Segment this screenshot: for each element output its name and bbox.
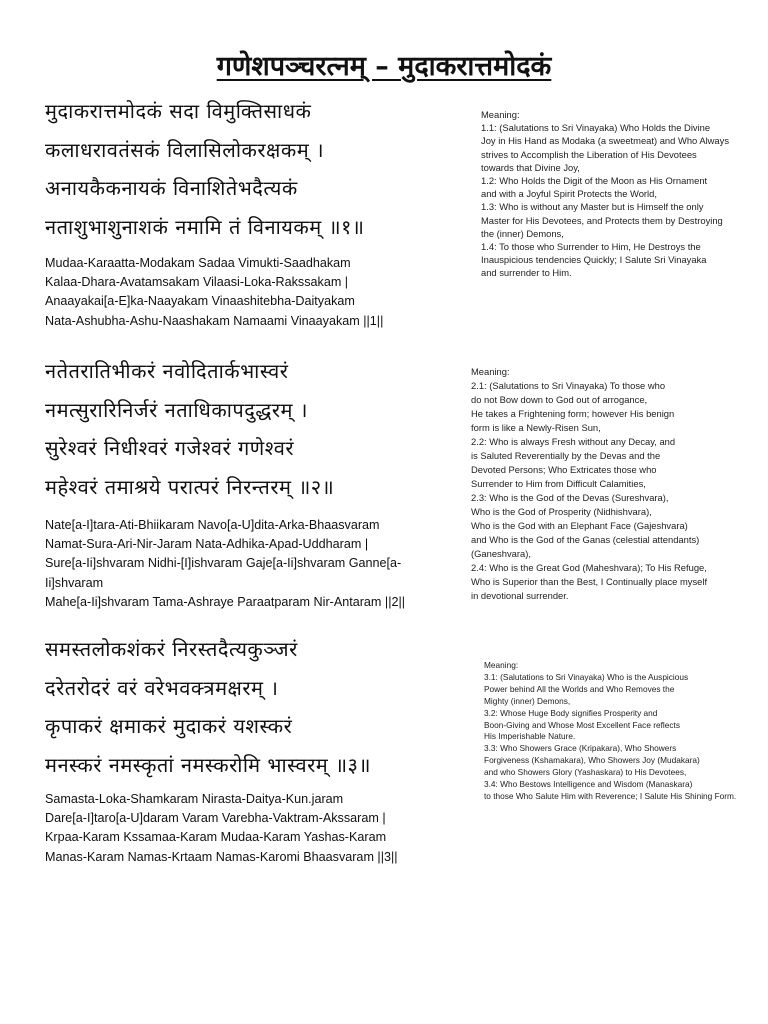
meaning-line: 1.4: To those who Surrender to Him, He Destroys the [481,241,701,253]
transliteration-line: Namat-Sura-Ari-Nir-Jaram Nata-Adhika-Apad-Uddharam | [45,537,369,552]
verse-3 [45,630,465,867]
verse-3-devanagari [45,630,465,784]
verse-3-transliteration [45,790,465,867]
transliteration-line: Sure[a-Ii]shvaram Nidhi-[I]ishvaram Gaje[a-Ii]shvaram Ganne[a-Ii]shvaram [45,556,402,590]
meaning-line: 2.1: (Salutations to Sri Vinayaka) To those who [471,380,666,391]
verse-1-transliteration [45,254,465,331]
devanagari-line: दरेतरोदरं वरं वरेभवक्त्रमक्षरम् । [45,675,279,700]
meaning-line: 1.2: Who Holds the Digit of the Moon as His Ornament [481,175,708,187]
meaning-line: in devotional surrender. [471,590,569,601]
verse-1-devanagari [45,92,465,246]
transliteration-line: Nate[a-I]tara-Ati-Bhiikaram Navo[a-U]dita-Arka-Bhaasvaram [45,518,380,532]
meaning-line: 3.3: Who Showers Grace (Kripakara), Who Showers [484,743,677,754]
verse-1 [45,92,465,331]
meaning-line: Master for His Devotees, and Protects them by Destroying [481,214,723,226]
meaning-line: 1.1: (Salutations to Sri Vinayaka) Who Holds the Divine [481,122,711,134]
meaning-line: 2.4: Who is the Great God (Maheshvara); To His Refuge, [471,562,707,573]
meaning-line: 1.3: Who is without any Master but is Himself the only [481,201,704,213]
devanagari-line: कलाधरावतंसकं विलासिलोकरक्षकम् । [45,137,325,162]
meaning-line: 3.1: (Salutations to Sri Vinayaka) Who is the Auspicious [484,671,689,682]
transliteration-line: Dare[a-I]taro[a-U]daram Varam Varebha-Vaktram-Akssaram | [45,811,386,826]
meaning-line: Mighty (inner) Demons, [484,695,571,706]
verse-2-transliteration [45,516,465,612]
devanagari-line: अनायकैकनायकं विनाशितेभदैत्यकं [45,176,298,200]
transliteration-line: Manas-Karam Namas-Krtaam Namas-Karomi Bhaasvaram ||3|| [45,849,398,864]
meaning-line: towards that Divine Joy, [481,161,580,173]
meaning-line: 2.3: Who is the God of the Devas (Sureshvara), [471,492,669,503]
verse-3-meaning [484,660,736,803]
meaning-heading: Meaning: [481,109,520,120]
devanagari-line: समस्तलोकशंकरं निरस्तदैत्यकुञ्जरं [45,637,298,661]
transliteration-line: Mudaa-Karaatta-Modakam Sadaa Vimukti-Saadhakam [45,256,351,270]
devanagari-line: नमत्सुरारिनिर्जरं नताधिकापदुद्धरम् । [45,397,308,422]
meaning-line: do not Bow down to God out of arrogance, [471,394,648,405]
meaning-line: Forgiveness (Kshamakara), Who Showers Joy (Mudakara) [484,755,700,766]
devanagari-line: सुरेश्वरं निधीश्वरं गजेश्वरं गणेश्वरं [45,436,295,460]
meaning-line: the (inner) Demons, [481,227,564,239]
meaning-line: form is like a Newly-Risen Sun, [471,422,601,433]
transliteration-line: Samasta-Loka-Shamkaram Nirasta-Daitya-Kun.jaram [45,792,344,806]
meaning-line: Surrender to Him from Difficult Calamities, [471,478,646,489]
meaning-line: and with a Joyful Spirit Protects the World, [481,188,657,200]
meaning-line: Devoted Persons; Who Extricates those who [471,464,657,475]
meaning-line: is Saluted Reverentially by the Devas and the [471,450,661,461]
devanagari-line: मनस्करं नमस्कृतां नमस्करोमि भास्वरम् ॥३॥ [45,752,371,777]
meaning-line: Who is the God of Prosperity (Nidhishvara), [471,506,652,517]
meaning-heading: Meaning: [484,660,519,670]
devanagari-line: महेश्वरं तमाश्रये परात्परं निरन्तरम् ॥२॥ [45,474,335,499]
meaning-line: 3.2: Whose Huge Body signifies Prosperity and [484,707,658,718]
meaning-line: Who is the God with an Elephant Face (Gajeshvara) [471,520,688,531]
page-title: गणेशपञ्चरत्नम् – मुदाकरात्तमोदकं [216,51,552,82]
meaning-line: and Who is the God of the Ganas (celestial attendants) [471,534,700,545]
transliteration-line: Mahe[a-Ii]shvaram Tama-Ashraye Paraatparam Nir-Antaram ||2|| [45,594,406,609]
verse-1-meaning [481,108,729,280]
devanagari-line: नताशुभाशुनाशकं नमामि तं विनायकम् ॥१॥ [45,214,365,239]
meaning-line: Boon-Giving and Whose Most Excellent Face reflects [484,719,680,730]
transliteration-line: Kalaa-Dhara-Avatamsakam Vilaasi-Loka-Rakssakam | [45,275,349,290]
meaning-line: Who is Superior than the Best, I Continually place myself [471,576,708,587]
meaning-line: strives to Accomplish the Liberation of His Devotees [481,148,697,160]
meaning-line: 2.2: Who is always Fresh without any Decay, and [471,436,676,447]
meaning-line: to those Who Salute Him with Reverence; I Salute His Shining Form. [484,790,737,801]
meaning-line: Joy in His Hand as Modaka (a sweetmeat) and Who Always [481,135,730,147]
verse-2-devanagari [45,352,465,506]
devanagari-line: नतेतरातिभीकरं नवोदितार्कभास्वरं [45,359,289,383]
devanagari-line: मुदाकरात्तमोदकं सदा विमुक्तिसाधकं [45,99,312,123]
meaning-line: (Ganeshvara), [471,548,531,559]
transliteration-line: Anaayakai[a-E]ka-Naayakam Vinaashitebha-Daityakam [45,294,355,309]
meaning-line: His Imperishable Nature. [484,731,576,742]
verse-2-meaning [471,365,707,603]
transliteration-line: Nata-Ashubha-Ashu-Naashakam Namaami Vinaayakam ||1|| [45,313,384,328]
meaning-line: Power behind All the Worlds and Who Removes the [484,683,675,694]
meaning-line: He takes a Frightening form; however His benign [471,408,675,419]
meaning-heading: Meaning: [471,366,510,377]
transliteration-line: Krpaa-Karam Kssamaa-Karam Mudaa-Karam Yashas-Karam [45,830,387,845]
meaning-line: and who Showers Glory (Yashaskara) to His Devotees, [484,767,687,778]
meaning-line: and surrender to Him. [481,267,572,279]
meaning-line: Inauspicious tendencies Quickly; I Salute Sri Vinayaka [481,254,707,266]
meaning-line: 3.4: Who Bestows Intelligence and Wisdom (Manaskara) [484,779,693,790]
devanagari-line: कृपाकरं क्षमाकरं मुदाकरं यशस्करं [45,714,293,738]
verse-2 [45,352,465,612]
